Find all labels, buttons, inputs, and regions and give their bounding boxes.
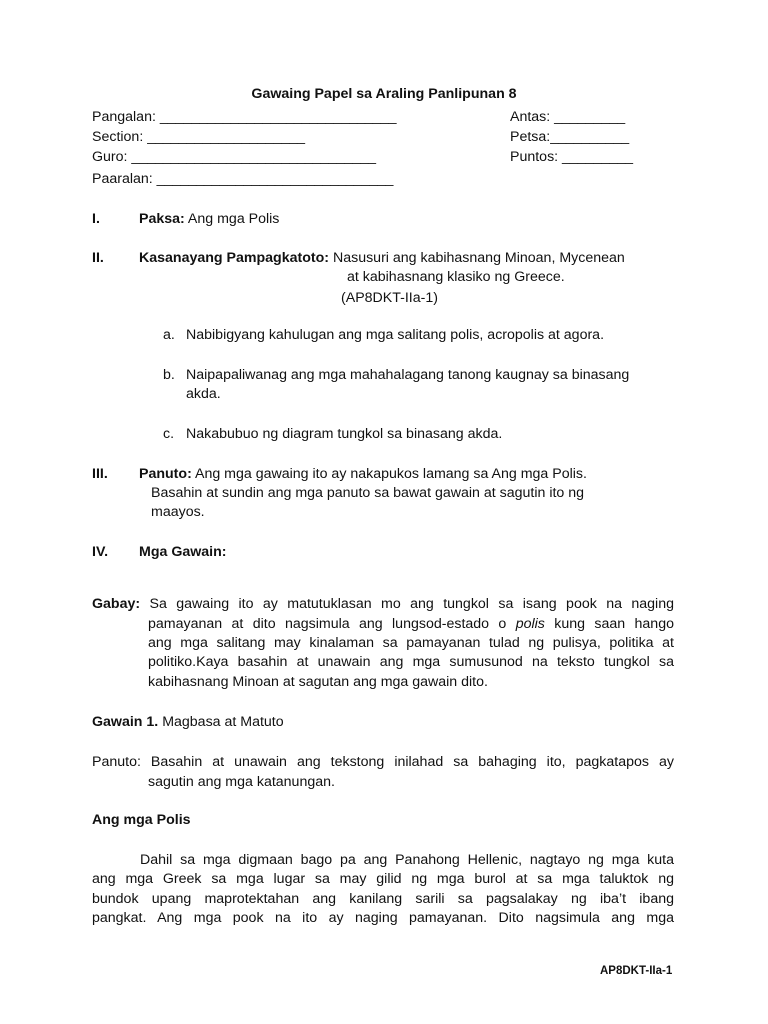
section-2-line bbox=[139, 249, 625, 269]
guro-field: Guro: _______________________________ bbox=[92, 149, 377, 165]
section-3-line bbox=[139, 465, 587, 485]
item-c-text: Nakabubuo ng diagram tungkol sa binasang akda. bbox=[186, 426, 503, 442]
pangalan-field: Pangalan: ______________________________ bbox=[92, 109, 397, 125]
gawain1-label: Gawain 1. bbox=[92, 714, 159, 730]
gabay-line2 bbox=[148, 615, 674, 635]
item-a-text: Nabibigyang kahulugan ang mga salitang polis, acropolis at agora. bbox=[186, 327, 605, 343]
section-2-code: (AP8DKT-IIa-1) bbox=[341, 290, 438, 306]
gabay-line3: ang mga salitang may kinalaman sa pamayanan tulad ng pulisya, politika at bbox=[148, 635, 674, 651]
item-a-letter: a. bbox=[163, 327, 175, 343]
gabay-line4: politiko.Kaya basahin at unawain ang mga sumusunod na teksto tungkol sa bbox=[148, 654, 674, 670]
section-3-line3: maayos. bbox=[151, 504, 205, 520]
gabay-polis-italic: polis bbox=[515, 616, 545, 632]
section-2-line2: at kabihasnang klasiko ng Greece. bbox=[347, 269, 565, 285]
gabay-label: Gabay: bbox=[92, 596, 141, 612]
section-3-number: III. bbox=[92, 466, 108, 482]
section-3-label: Panuto: bbox=[139, 466, 192, 482]
petsa-field: Petsa:__________ bbox=[510, 129, 630, 145]
section-1-line bbox=[139, 210, 279, 230]
item-b-text: Naipapaliwanag ang mga mahahalagang tanong kaugnay sa binasang bbox=[186, 367, 630, 383]
gabay-text1: Sa gawaing ito ay matutuklasan mo ang tungkol sa isang pook na naging bbox=[149, 596, 674, 612]
gawain1-line bbox=[92, 713, 284, 733]
puntos-field: Puntos: _________ bbox=[510, 149, 634, 165]
footer-code: AP8DKT-IIa-1 bbox=[600, 965, 673, 977]
reading-line1: Dahil sa mga digmaan bago pa ang Panahong Hellenic, nagtayo ng mga kuta bbox=[140, 852, 674, 868]
item-b-text2: akda. bbox=[186, 386, 221, 402]
section-4-number: IV. bbox=[92, 544, 109, 560]
antas-field: Antas: _________ bbox=[510, 109, 626, 125]
section-3-line2: Basahin at sundin ang mga panuto sa bawat gawain at sagutin ito ng bbox=[151, 485, 585, 501]
gabay-text2a: pamayanan at dito nagsimula ang lungsod-estado o bbox=[148, 616, 507, 632]
section-4-label: Mga Gawain: bbox=[139, 544, 227, 560]
gabay-line5: kabihasnang Minoan at sagutan ang mga gawain dito. bbox=[148, 674, 488, 690]
reading-line4: pangkat. Ang mga pook na ito ay naging pamayanan. Dito nagsimula ang mga bbox=[92, 910, 674, 926]
section-1-label: Paksa: bbox=[139, 211, 185, 227]
gabay-text2b: kung saan hango bbox=[554, 616, 674, 632]
section-field: Section: ____________________ bbox=[92, 129, 306, 145]
reading-line2: ang mga Greek sa mga lugar sa may gilid ng mga burol at sa mga taluktok ng bbox=[92, 871, 674, 887]
page-title: Gawaing Papel sa Araling Panlipunan 8 bbox=[251, 86, 517, 102]
reading-line3: bundok upang maprotektahan ang kanilang sarili sa pagsalakay ng iba’t ibang bbox=[92, 891, 674, 907]
gawain1-text: Magbasa at Matuto bbox=[162, 714, 284, 730]
paaralan-field: Paaralan: ______________________________ bbox=[92, 171, 394, 187]
section-2-number: II. bbox=[92, 250, 104, 266]
section-1-text: Ang mga Polis bbox=[187, 211, 280, 227]
panuto2-line2: sagutin ang mga katanungan. bbox=[148, 774, 335, 790]
item-c-letter: c. bbox=[163, 426, 175, 442]
section-1-number: I. bbox=[92, 211, 100, 227]
section-2-line1: Nasusuri ang kabihasnang Minoan, Mycenean bbox=[332, 250, 625, 266]
item-b-letter: b. bbox=[163, 367, 175, 383]
section-2-label: Kasanayang Pampagkatoto: bbox=[139, 250, 330, 266]
reading-heading: Ang mga Polis bbox=[92, 812, 191, 828]
panuto2-line1: Panuto: Basahin at unawain ang tekstong inilahad sa bahaging ito, pagkatapos ay bbox=[92, 754, 674, 770]
gabay-line1 bbox=[92, 595, 674, 615]
section-3-line1: Ang mga gawaing ito ay nakapukos lamang sa Ang mga Polis. bbox=[194, 466, 587, 482]
